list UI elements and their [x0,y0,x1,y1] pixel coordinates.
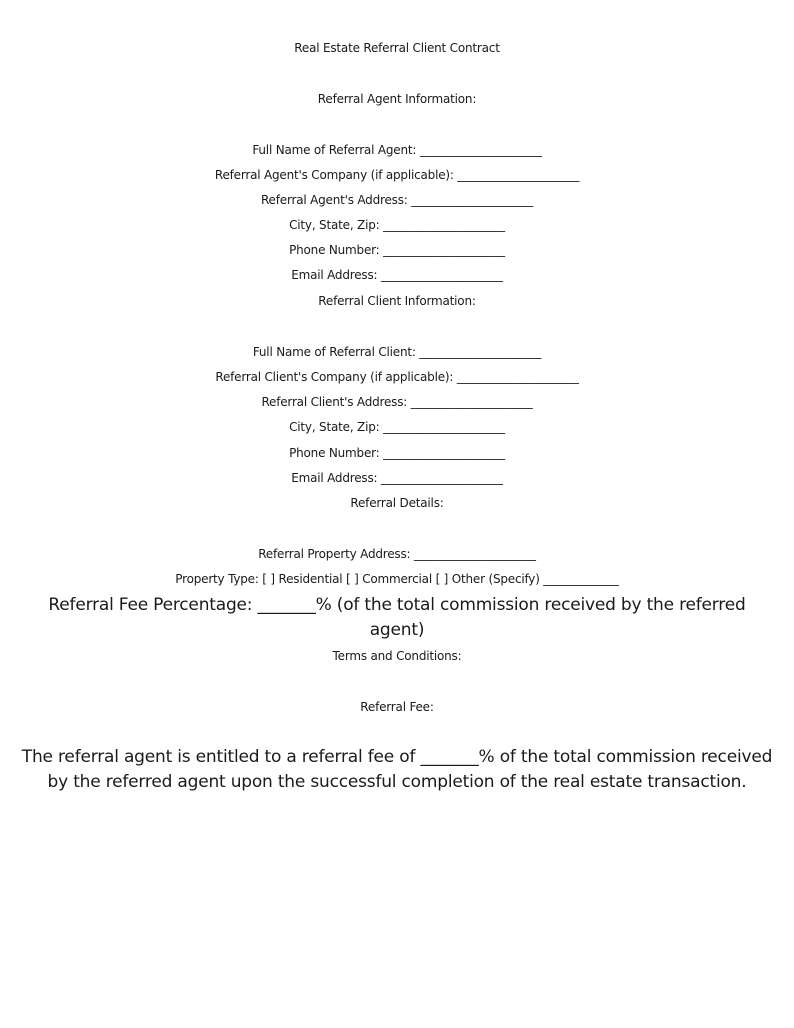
property-type-field: Property Type: [ ] Residential [ ] Commercial [ ] Other (Specify) _____________ [175,572,619,586]
details-section-heading: Referral Details: [350,496,444,510]
referral-fee-body-text: The referral agent is entitled to a referral fee of _______% of the total commission received by the referred agent upon the successful completion of the real estate transaction. [21,747,773,793]
agent-email-field: Email Address: _____________________ [291,268,503,282]
agent-phone-field: Phone Number: _____________________ [289,243,505,257]
agent-section-heading: Referral Agent Information: [317,92,477,106]
agent-city-state-zip-field: City, State, Zip: _____________________ [289,218,505,232]
agent-company-field: Referral Agent's Company (if applicable): _____________________ [214,168,580,182]
agent-full-name-field: Full Name of Referral Agent: _____________________ [252,143,542,157]
client-phone-field: Phone Number: _____________________ [289,446,505,460]
client-address-field: Referral Client's Address: _____________________ [261,395,533,409]
terms-section-heading: Terms and Conditions: [332,649,462,663]
property-address-field: Referral Property Address: _____________________ [258,547,536,561]
client-city-state-zip-field: City, State, Zip: _____________________ [289,420,505,434]
client-company-field: Referral Client's Company (if applicable): _____________________ [215,370,579,384]
referral-fee-subheading: Referral Fee: [360,700,434,714]
client-email-field: Email Address: _____________________ [291,471,503,485]
referral-fee-percentage-field: Referral Fee Percentage: _______% (of the total commission received by the referred agent) [48,595,746,641]
document-title: Real Estate Referral Client Contract [294,41,500,55]
client-section-heading: Referral Client Information: [318,294,476,308]
agent-address-field: Referral Agent's Address: _____________________ [260,193,534,207]
client-full-name-field: Full Name of Referral Client: _____________________ [252,345,542,359]
